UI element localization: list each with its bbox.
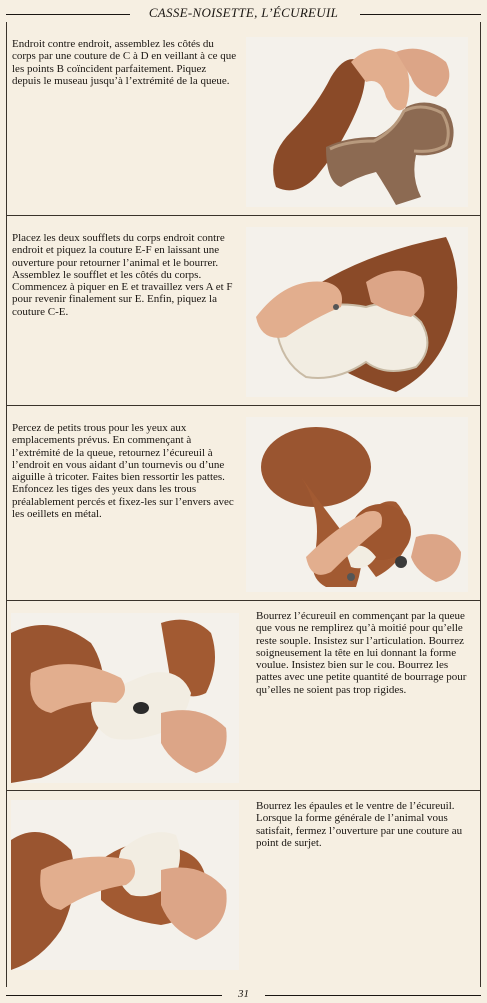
step-2-photo xyxy=(246,227,468,397)
step-4-text: Bourrez l’écureuil en commençant par la queue que vous ne remplirez qu’à moitié pour qu’elle reste souple. Insistez sur l’articulation. Bourrez soigneusement la tête en lui donnant la forme voulue. Insistez bien sur le cou. Bourrez les pattes avec une petite quantité de bourrage pour qu’elles ne soient pas trop rigides. xyxy=(256,610,467,696)
divider-3 xyxy=(6,600,481,601)
header-rule-right xyxy=(360,14,481,15)
page-title: CASSE-NOISETTE, L’ÉCUREUIL xyxy=(148,5,339,20)
step-2-text: Placez les deux soufflets du corps endroit contre endroit et piquez la couture E-F en laissant une ouverture pour retourner l’animal et le bourrer. Assemblez le soufflet et les côtés du corps. Commencez à piquer en E et travaillez vers A et F pour revenir finalement sur E. Enfin, piquez la couture C-E. xyxy=(12,232,233,318)
divider-2 xyxy=(6,405,481,406)
divider-4 xyxy=(6,790,481,791)
step-5-text: Bourrez les épaules et le ventre de l’écureuil. Lorsque la forme générale de l’animal vous satisfait, fermez l’ouverture par une couture au point de surjet. xyxy=(256,800,463,849)
step-4-photo xyxy=(11,613,239,783)
right-border xyxy=(480,22,481,987)
step-1-photo xyxy=(246,37,468,207)
step-1-text: Endroit contre endroit, assemblez les côtés du corps par une couture de C à D en veillant à ce que les points B coïncident parfaitement. Piquez depuis le museau jusqu’à l’extrémité de la queue. xyxy=(12,38,237,87)
step-3-photo xyxy=(246,417,468,592)
page-footer xyxy=(0,988,487,1002)
footer-rule-right xyxy=(265,995,481,996)
left-border xyxy=(6,22,7,987)
divider-1 xyxy=(6,215,481,216)
step-3-text: Percez de petits trous pour les yeux aux emplacements prévus. En commençant à l’extrémité de la queue, retournez l’écureuil à l’endroit en vous aidant d’un tournevis ou d’une aiguille à tricoter. Faites bien ressortir les pattes. Enfoncez les tiges des yeux dans les trous préalablement percés et fixez-les sur l’envers avec les oeillets en métal. xyxy=(12,422,234,521)
page-number: 31 xyxy=(238,988,249,1000)
step-5-photo xyxy=(11,800,239,970)
page-header xyxy=(0,5,487,21)
